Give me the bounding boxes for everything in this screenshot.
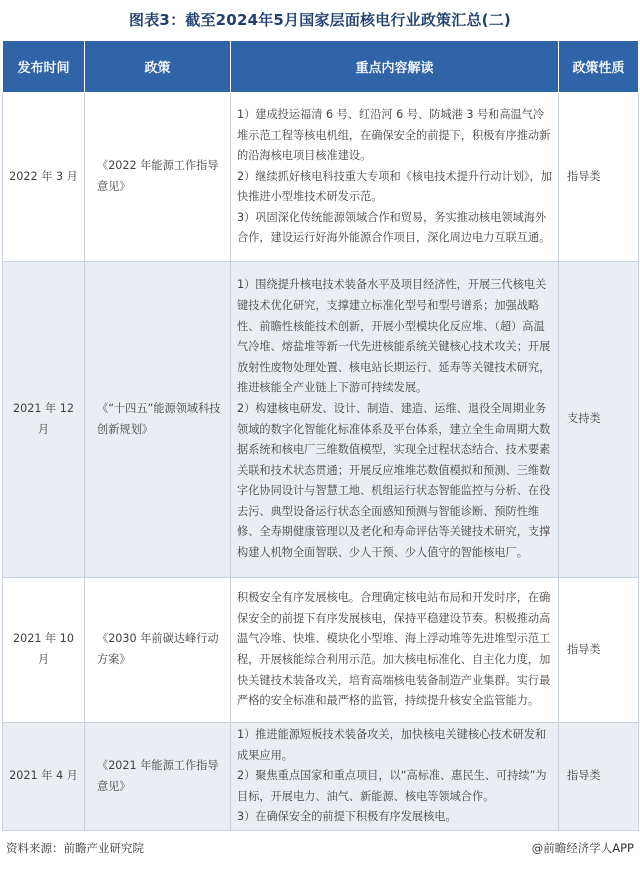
table-row — [3, 578, 639, 723]
table-row — [3, 93, 639, 262]
row-nature: 支持类 — [559, 262, 639, 578]
row-date: 2021 年 10 月 — [3, 578, 85, 723]
row-date: 2022 年 3 月 — [3, 93, 85, 262]
content-item: 3）在确保安全的前提下积极有序发展核电。 — [237, 810, 457, 824]
row-content — [231, 93, 559, 262]
content-item: 1）围绕提升核电技术装备水平及项目经济性，开展三代核电关键技术优化研究，支撑建立标准化型号和型号谱系；加强战略性、前瞻性核能技术创新，开展小型模块化反应堆、（超）高温气冷堆、熔盐堆等新一代先进核能系统关键核心技术攻关；开展放射性废物处理处置、核电站长期运行、延寿等关键技术研究，推进核能全产业链上下游可持续发展。 — [237, 278, 551, 395]
row-content — [231, 262, 559, 578]
content-item: 积极安全有序发展核电。合理确定核电站布局和开发时序，在确保安全的前提下有序发展核电，保持平稳建设节奏。积极推动高温气冷堆、快堆、模块化小型堆、海上浮动堆等先进堆型示范工程，开展核能综合利用示范。加大核电标准化、自主化力度，加快关键技术装备攻关，培育高端核电装备制造产业集群。实行最严格的安全标准和最严格的监管，持续提升核安全监管能力。 — [237, 591, 551, 708]
content-item: 3）巩固深化传统能源领域合作和贸易，务实推动核电领域海外合作，建设运行好海外能源合作项目，深化周边电力互联互通。 — [237, 210, 551, 245]
row-policy: 《2022 年能源工作指导意见》 — [85, 93, 231, 262]
row-content — [231, 578, 559, 723]
row-nature: 指导类 — [559, 723, 639, 831]
row-date: 2021 年 12 月 — [3, 262, 85, 578]
header-date: 发布时间 — [3, 41, 85, 93]
content-item: 1）推进能源短板技术装备攻关，加快核电关键核心技术研发和成果应用。 — [237, 728, 547, 762]
row-policy: 《2021 年能源工作指导意见》 — [85, 723, 231, 831]
table-row — [3, 723, 639, 831]
table-row — [3, 262, 639, 578]
header-policy: 政策 — [85, 41, 231, 93]
policy-table — [2, 40, 639, 831]
header-nature: 政策性质 — [559, 41, 639, 93]
row-nature: 指导类 — [559, 93, 639, 262]
row-date: 2021 年 4 月 — [3, 723, 85, 831]
content-item: 1）建成投运福清 6 号、红沿河 6 号、防城港 3 号和高温气冷堆示范工程等核电机组，在确保安全的前提下，积极有序推动新的沿海核电项目核准建设。 — [237, 107, 551, 163]
row-nature: 指导类 — [559, 578, 639, 723]
content-item: 2）继续抓好核电科技重大专项和《核电技术提升行动计划》，加快推进小型堆技术研发示范。 — [237, 169, 552, 204]
content-item: 2）构建核电研发、设计、制造、建造、运维、退役全周期业务领域的数字化智能化标准体系及平台体系，建立全生命周期大数据系统和核电厂三维数值模型，实现全过程状态结合、技术要素关联和技术状态贯通；开展反应堆堆芯数值模拟和预测、三维数字化协同设计与智慧工地、机组运行状态智能监控与分析、在役去污、典型设备运行状态全面感知预测与智能诊断、预防性维修、全寿期健康管理以及老化和寿命评估等关键技术研究，支撑构建人机物全面智联、少人干预、少人值守的智能核电厂。 — [237, 401, 551, 560]
row-policy: 《2030 年前碳达峰行动方案》 — [85, 578, 231, 723]
brand-credit: @前瞻经济学人APP — [531, 841, 634, 855]
chart-title: 图表3：截至2024年5月国家层面核电行业政策汇总(二) — [129, 11, 511, 29]
content-item: 2）聚焦重点国家和重点项目，以“高标准、惠民生、可持续”为目标，开展电力、油气、新能源、核电等领域合作。 — [237, 769, 547, 803]
row-content — [231, 723, 559, 831]
source-note: 资料来源：前瞻产业研究院 — [6, 841, 144, 855]
header-content: 重点内容解读 — [231, 41, 559, 93]
table-header-row — [3, 41, 639, 93]
row-policy: 《“十四五”能源领域科技创新规划》 — [85, 262, 231, 578]
